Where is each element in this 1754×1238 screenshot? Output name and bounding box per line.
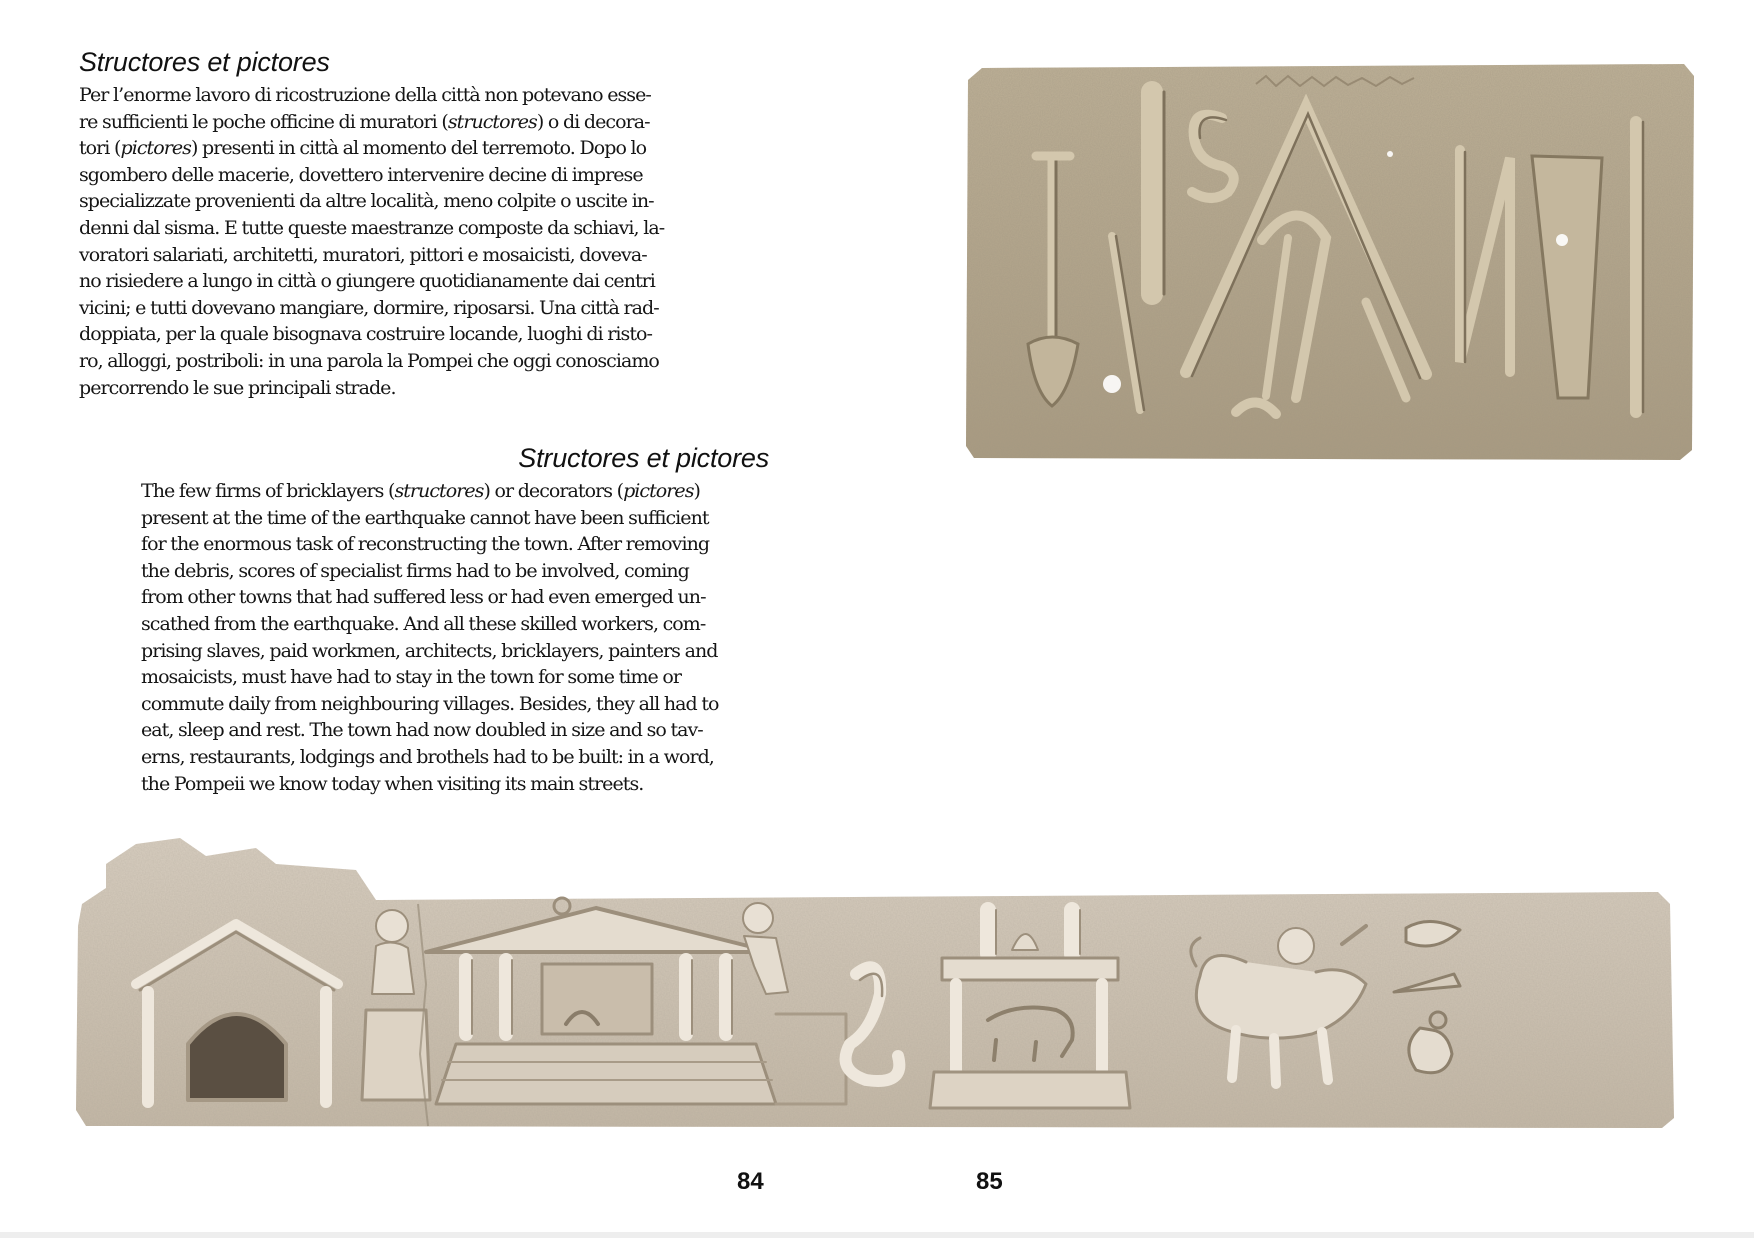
- page-bottom-edge: [0, 1232, 1754, 1238]
- tool-relief-tablet-drawing: [966, 62, 1696, 462]
- italic-term: structores: [447, 110, 537, 133]
- text-line: voratori salariati, architetti, muratori, pittori e mosaicisti, doveva-: [79, 243, 647, 266]
- text-line: eat, sleep and rest. The town had now doubled in size and so tav-: [141, 719, 703, 742]
- italian-heading: Structores et pictores: [79, 47, 330, 77]
- text-line: present at the time of the earthquake cannot have been sufficient: [141, 506, 709, 529]
- tablet-hole: [1387, 151, 1393, 157]
- text-line: The few firms of bricklayers (structores) or decorators (pictores): [141, 480, 700, 502]
- text-line: commute daily from neighbouring villages. Besides, they all had to: [141, 692, 719, 715]
- left-page-number: 84: [737, 1168, 764, 1195]
- italic-term: pictores: [623, 480, 694, 502]
- text-line: the Pompeii we know today when visiting its main streets.: [141, 772, 644, 795]
- text-line: denni dal sisma. E tutte queste maestranze composte da schiavi, la-: [79, 216, 665, 239]
- text-line: mosaicists, must have had to stay in the town for some time or: [141, 666, 682, 689]
- text-line: sgombero delle macerie, dovettero intervenire decine di imprese: [79, 163, 643, 186]
- italian-paragraph: [79, 82, 719, 401]
- italic-term: structores: [394, 480, 484, 502]
- text-line: prising slaves, paid workmen, architects, bricklayers, painters and: [141, 639, 718, 662]
- tablet-hole: [1103, 375, 1121, 393]
- text-line: ro, alloggi, postriboli: in una parola la Pompei che oggi conosciamo: [79, 349, 659, 372]
- english-heading: Structores et pictores: [518, 443, 769, 473]
- text-line: doppiata, per la quale bisognava costruire locande, luoghi di risto-: [79, 323, 652, 346]
- sacrificial-frieze-drawing: [76, 834, 1674, 1134]
- text-line: re sufficienti le poche officine di muratori (structores) o di decora-: [79, 110, 650, 133]
- italic-term: pictores: [120, 137, 191, 160]
- text-line: from other towns that had suffered less or had even emerged un-: [141, 586, 706, 609]
- english-paragraph: [141, 478, 781, 797]
- tool-relief-tablet-image: [966, 62, 1696, 462]
- text-line: Per l’enorme lavoro di ricostruzione della città non potevano esse-: [79, 84, 651, 106]
- tablet-hole: [1556, 234, 1568, 246]
- text-line: the debris, scores of specialist firms had to be involved, coming: [141, 559, 689, 582]
- text-line: erns, restaurants, lodgings and brothels had to be built: in a word,: [141, 745, 714, 768]
- text-line: tori (pictores) presenti in città al momento del terremoto. Dopo lo: [79, 137, 647, 160]
- sacrificial-frieze-image: [76, 834, 1674, 1134]
- text-line: scathed from the earthquake. And all these skilled workers, com-: [141, 612, 706, 635]
- text-line: percorrendo le sue principali strade.: [79, 376, 396, 399]
- right-page-number: 85: [976, 1168, 1003, 1195]
- text-line: specializzate provenienti da altre località, meno colpite o uscite in-: [79, 190, 654, 213]
- text-line: no risiedere a lungo in città o giungere quotidianamente dai centri: [79, 270, 655, 293]
- text-line: vicini; e tutti dovevano mangiare, dormire, riposarsi. Una città rad-: [79, 296, 659, 319]
- text-line: for the enormous task of reconstructing the town. After removing: [141, 533, 710, 556]
